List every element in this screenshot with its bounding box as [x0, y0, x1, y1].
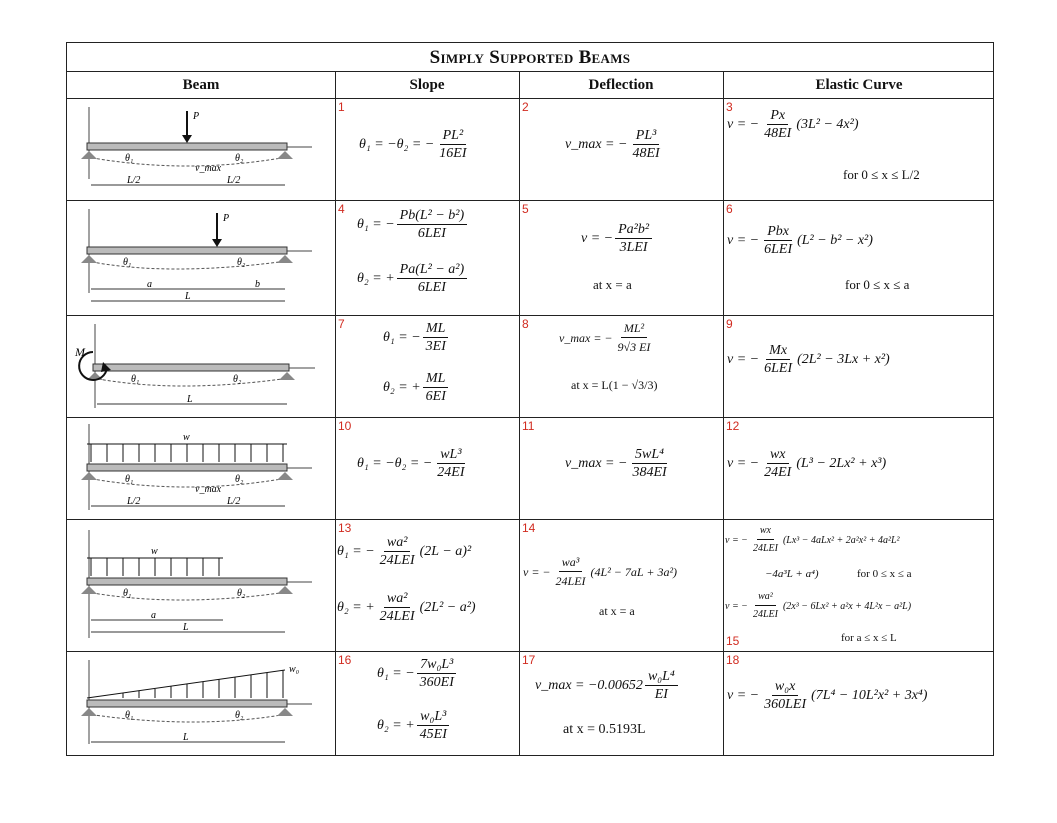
slope-equation: θ₂ = + $\frac{\text{w₀L³}}{45EI}$	[377, 708, 452, 744]
slope-cell-1	[335, 99, 519, 200]
curve-cell-9	[723, 316, 995, 417]
theta1-label: θ₁	[123, 257, 132, 268]
theta1-label: θ₁	[125, 153, 134, 164]
theta1-label: θ₁	[125, 710, 134, 721]
header-deflection: Deflection	[588, 77, 654, 93]
slope-equation: θ₁ = − $\frac{ML}{3EI}$	[383, 320, 451, 356]
load-label: w	[183, 432, 190, 443]
deflection-cell-2	[519, 99, 723, 200]
slope-equation: θ₂ = + $\frac{ML}{6EI}$	[383, 370, 451, 406]
range-note: for a ≤ x ≤ L	[841, 632, 897, 644]
case-number: 10	[338, 419, 352, 433]
beam-diagram-1	[67, 99, 335, 200]
slope-cell-4	[335, 201, 519, 315]
slope-equation: θ₁ = −θ₂ = − $\frac{\text{PL²}}{16EI}$	[359, 128, 467, 161]
deflection-equation: v_max = − $\frac{\text{PL³}}{48EI}$	[565, 128, 660, 161]
curve-equation: v = − $\frac{wx}{24EI}$ (L³ − 2Lx² + x³)	[727, 447, 887, 480]
slope-equation: θ₂ = + $\frac{\text{wa²}}{\text{24LEI}}$ (2L² − a²)	[337, 591, 476, 624]
curve-cell-15	[723, 520, 995, 651]
case-number: 9	[726, 317, 733, 331]
curve-cell-3	[723, 99, 995, 200]
beam-diagram-4	[67, 201, 335, 315]
deflection-equation: v_max = − $\frac{\text{ML²}}{9√3 EI}$	[559, 321, 651, 354]
span-label: L	[183, 732, 189, 743]
span-label: a	[151, 610, 156, 621]
load-label: P	[223, 213, 230, 224]
beam-diagram-10	[67, 418, 335, 519]
beam-diagram-7	[67, 316, 335, 417]
deflection-cell-14	[519, 520, 723, 651]
theta2-label: θ₂	[235, 710, 244, 721]
theta2-label: θ₂	[237, 257, 246, 268]
curve-equation: v = − $\frac{Px}{48EI}$ (3L² − 4x²)	[727, 108, 859, 141]
slope-equation: θ₁ = −θ₂ = − $\frac{\text{wL³}}{24EI}$	[357, 447, 465, 480]
theta2-label: θ₂	[235, 474, 244, 485]
deflection-cell-5	[519, 201, 723, 315]
slope-equation: θ₁ = − $\frac{\text{wa²}}{\text{24LEI}}$ (2L − a)²	[337, 535, 472, 568]
theta1-label: θ₁	[125, 474, 134, 485]
load-label: w₀	[289, 664, 300, 675]
range-note: for 0 ≤ x ≤ L/2	[843, 167, 920, 182]
case-number: 4	[338, 202, 345, 216]
theta1-label: θ₁	[123, 588, 132, 599]
curve-equation: v = − $\frac{wx}{\text{24LEI}}$ (Lx³ − 4aLx² + 2a²x² + 4a²L²	[725, 522, 900, 558]
vmax-label: v_max	[195, 163, 222, 174]
deflection-equation: v = − $\frac{\text{Pa²b²}}{\text{3LEI}}$	[581, 221, 654, 257]
location-note: at x = 0.5193L	[563, 722, 646, 737]
slope-cell-10	[335, 418, 519, 519]
slope-cell-16	[335, 652, 519, 756]
span-label: L	[187, 394, 193, 405]
header-slope: Slope	[409, 77, 445, 93]
location-note: at x = a	[593, 277, 632, 292]
curve-continuation: −4a³L + a⁴)	[765, 568, 819, 580]
table-title: Simply Supported Beams	[429, 47, 631, 68]
deflection-cell-17	[519, 652, 723, 756]
case-number: 12	[726, 419, 740, 433]
deflection-equation: v_max = −0.00652 $\frac{\text{w₀L⁴}}{EI}$	[535, 668, 680, 704]
range-note: for 0 ≤ x ≤ a	[845, 277, 910, 292]
slope-cell-13	[335, 520, 519, 651]
range-note: for 0 ≤ x ≤ a	[857, 568, 912, 580]
load-label: M	[75, 345, 85, 359]
theta2-label: θ₂	[233, 374, 242, 385]
span-label: a	[147, 279, 152, 290]
curve-equation: v = − $\frac{\text{wa²}}{\text{24LEI}}$ (2x³ − 6Lx² + a²x + 4L²x − a²L)	[725, 588, 911, 624]
span-label: L/2	[227, 175, 241, 186]
case-number: 17	[522, 653, 536, 667]
case-number: 16	[338, 653, 352, 667]
curve-equation: v = − $\frac{Mx}{\text{6LEI}}$ (2L² − 3Lx + x²)	[727, 343, 890, 376]
slope-equation: θ₁ = − $\frac{\text{7w₀L³}}{360EI}$	[377, 656, 459, 692]
case-number: 3	[726, 100, 733, 114]
header-elastic-curve: Elastic Curve	[815, 77, 903, 93]
deflection-cell-11	[519, 418, 723, 519]
theta2-label: θ₂	[237, 588, 246, 599]
span-label: L/2	[127, 496, 141, 507]
case-number: 2	[522, 100, 529, 114]
case-number: 8	[522, 317, 529, 331]
case-number: 13	[338, 521, 352, 535]
theta1-label: θ₁	[131, 374, 140, 385]
case-number: 14	[522, 521, 536, 535]
slope-equation: θ₁ = − $\frac{\text{Pb(L² − b²)}}{\text{6LEI}}$	[357, 207, 469, 243]
vmax-label: v_max	[195, 484, 222, 495]
deflection-equation: v_max = − $\frac{\text{5wL⁴}}{384EI}$	[565, 447, 667, 480]
case-number: 7	[338, 317, 345, 331]
beam-diagram-13	[67, 520, 335, 651]
slope-cell-7	[335, 316, 519, 417]
curve-equation: v = − $\frac{\text{Pbx}}{\text{6LEI}}$ (L² − b² − x²)	[727, 224, 873, 257]
span-label: L/2	[127, 175, 141, 186]
curve-cell-12	[723, 418, 995, 519]
span-label: L	[185, 291, 191, 302]
location-note: at x = L(1 − √3/3)	[571, 378, 658, 392]
span-label: L/2	[227, 496, 241, 507]
deflection-cell-8	[519, 316, 723, 417]
case-number: 18	[726, 653, 740, 667]
span-label: b	[255, 279, 260, 290]
span-label: L	[183, 622, 189, 633]
theta2-label: θ₂	[235, 153, 244, 164]
beam-table	[66, 42, 994, 756]
location-note: at x = a	[599, 604, 635, 618]
case-number: 5	[522, 202, 529, 216]
header-beam: Beam	[182, 77, 220, 93]
beam-diagram-16	[67, 652, 335, 756]
curve-equation: v = − $\frac{\text{w₀x}}{\text{360LEI}}$ (7L⁴ − 10L²x² + 3x⁴)	[727, 679, 928, 712]
curve-cell-6	[723, 201, 995, 315]
case-number: 11	[522, 419, 535, 433]
case-number: 1	[338, 100, 345, 114]
load-label: w	[151, 546, 158, 557]
load-label: P	[193, 111, 200, 122]
curve-cell-18	[723, 652, 995, 756]
case-number: 6	[726, 202, 733, 216]
deflection-equation: v = − $\frac{\text{wa³}}{\text{24LEI}}$ (4L² − 7aL + 3a²)	[523, 555, 678, 588]
case-number: 15	[726, 634, 740, 648]
slope-equation: θ₂ = + $\frac{\text{Pa(L² − a²)}}{\text{6LEI}}$	[357, 261, 469, 297]
